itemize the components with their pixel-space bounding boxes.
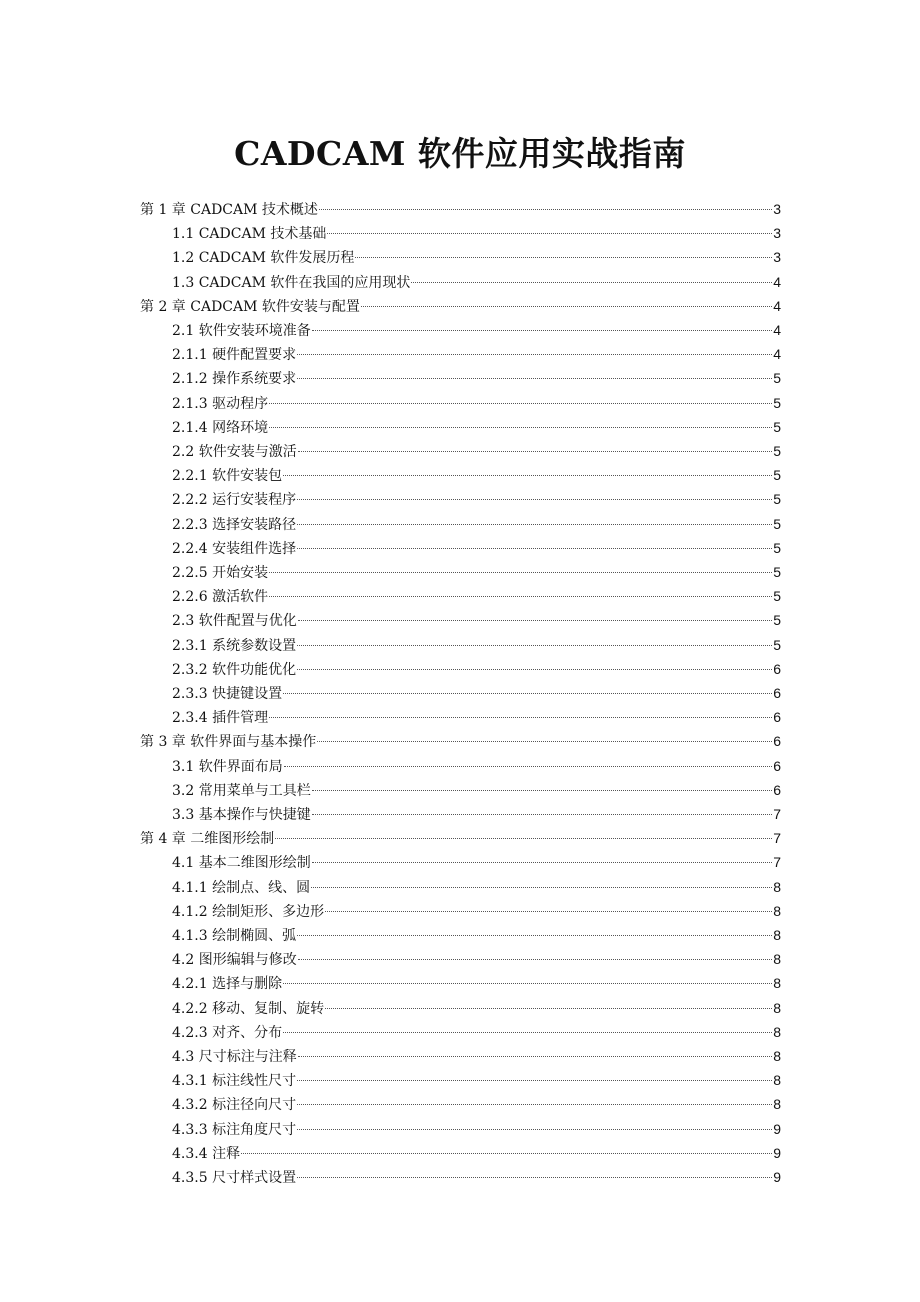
toc-entry-label: 2.3.1 系统参数设置 — [172, 637, 297, 654]
toc-entry-label: 2.2.3 选择安装路径 — [172, 516, 297, 533]
toc-page-number: 9 — [773, 1120, 781, 1137]
toc-entry-label: 第 4 章 二维图形绘制 — [140, 831, 275, 848]
toc-entry-label: 2.3.4 插件管理 — [172, 710, 269, 727]
toc-page-number: 5 — [773, 394, 781, 411]
toc-dot-leader — [298, 958, 772, 960]
toc-dot-leader — [297, 644, 772, 646]
toc-entry-label: 3.2 常用菜单与工具栏 — [172, 782, 311, 799]
toc-page-number: 6 — [773, 757, 781, 774]
toc-page-number: 7 — [773, 830, 781, 847]
toc-section-entry[interactable] — [172, 1020, 781, 1044]
toc-page-number: 4 — [773, 273, 781, 290]
toc-dot-leader — [361, 305, 772, 307]
toc-entry-label: 4.1.1 绘制点、线、圆 — [172, 879, 311, 896]
toc-dot-leader — [297, 353, 772, 355]
toc-section-entry[interactable] — [172, 342, 781, 366]
toc-section-entry[interactable] — [172, 366, 781, 390]
toc-dot-leader — [269, 402, 772, 404]
toc-chapter-entry[interactable] — [140, 729, 781, 753]
toc-section-entry[interactable] — [172, 1117, 781, 1141]
toc-dot-leader — [297, 1128, 772, 1130]
toc-entry-label: 3.3 基本操作与快捷键 — [172, 807, 311, 823]
toc-section-entry[interactable] — [172, 754, 781, 778]
toc-page-number: 5 — [773, 467, 781, 484]
toc-section-entry[interactable] — [172, 705, 781, 729]
toc-entry-label: 2.3.2 软件功能优化 — [172, 661, 297, 678]
toc-entry-label: 4.2.2 移动、复制、旋转 — [172, 1000, 325, 1017]
toc-entry-label: 4.3.5 尺寸样式设置 — [172, 1170, 297, 1186]
toc-page-number: 5 — [773, 370, 781, 387]
toc-entry-label: 第 1 章 CADCAM 技术概述 — [140, 202, 318, 218]
toc-section-entry[interactable] — [172, 463, 781, 487]
toc-dot-leader — [269, 426, 772, 428]
toc-page-number: 7 — [773, 854, 781, 871]
toc-section-entry[interactable] — [172, 318, 781, 342]
toc-page-number: 5 — [773, 539, 781, 556]
toc-dot-leader — [312, 813, 772, 815]
toc-entry-label: 4.2.1 选择与删除 — [172, 976, 283, 993]
toc-page-number: 5 — [773, 491, 781, 508]
toc-dot-leader — [327, 232, 772, 234]
toc-page-number: 8 — [773, 975, 781, 992]
toc-entry-label: 2.1 软件安装环境准备 — [172, 323, 311, 339]
toc-entry-label: 2.1.1 硬件配置要求 — [172, 347, 297, 364]
toc-page-number: 6 — [773, 709, 781, 726]
toc-chapter-entry[interactable] — [140, 197, 781, 221]
toc-dot-leader — [325, 1007, 772, 1009]
toc-entry-label: 4.3.4 注释 — [172, 1145, 241, 1162]
toc-page-number: 6 — [773, 685, 781, 701]
toc-entry-label: 2.3 软件配置与优化 — [172, 613, 297, 630]
toc-section-entry[interactable] — [172, 487, 781, 511]
toc-page-number: 9 — [773, 1169, 781, 1185]
toc-section-entry[interactable] — [172, 221, 781, 245]
toc-dot-leader — [311, 886, 772, 888]
toc-page-number: 4 — [773, 297, 781, 314]
toc-section-entry[interactable] — [172, 439, 781, 463]
toc-dot-leader — [269, 595, 772, 597]
toc-page-number: 5 — [773, 443, 781, 459]
toc-dot-leader — [275, 837, 772, 839]
toc-page-number: 8 — [773, 1096, 781, 1113]
toc-page-number: 5 — [773, 612, 781, 629]
toc-page-number: 8 — [773, 927, 781, 943]
toc-section-entry[interactable] — [172, 270, 781, 294]
toc-entry-label: 4.3.3 标注角度尺寸 — [172, 1121, 297, 1138]
toc-entry-label: 4.1.2 绘制矩形、多边形 — [172, 903, 325, 920]
toc-dot-leader — [355, 256, 772, 258]
toc-section-entry[interactable] — [172, 415, 781, 439]
toc-entry-label: 2.2.2 运行安装程序 — [172, 492, 297, 509]
toc-dot-leader — [312, 861, 772, 863]
toc-chapter-entry[interactable] — [140, 826, 781, 850]
toc-page-number: 6 — [773, 660, 781, 677]
toc-section-entry[interactable] — [172, 681, 781, 705]
toc-section-entry[interactable] — [172, 560, 781, 584]
toc-dot-leader — [297, 1176, 772, 1178]
toc-section-entry[interactable] — [172, 391, 781, 415]
toc-entry-label: 1.2 CADCAM 软件发展历程 — [172, 250, 355, 267]
toc-dot-leader — [298, 619, 772, 621]
toc-section-entry[interactable] — [172, 1165, 781, 1189]
toc-page-number: 8 — [773, 1072, 781, 1089]
toc-dot-leader — [297, 498, 772, 500]
toc-section-entry[interactable] — [172, 850, 781, 874]
toc-section-entry[interactable] — [172, 923, 781, 947]
toc-entry-label: 2.1.2 操作系统要求 — [172, 371, 297, 388]
toc-dot-leader — [297, 934, 772, 936]
toc-entry-label: 4.3 尺寸标注与注释 — [172, 1049, 297, 1065]
toc-page-number: 5 — [773, 564, 781, 580]
toc-section-entry[interactable] — [172, 1044, 781, 1068]
toc-page-number: 8 — [773, 951, 781, 968]
toc-page-number: 8 — [773, 1023, 781, 1040]
toc-entry-label: 1.3 CADCAM 软件在我国的应用现状 — [172, 274, 411, 291]
toc-section-entry[interactable] — [172, 1092, 781, 1116]
toc-dot-leader — [297, 1079, 772, 1081]
toc-section-entry[interactable] — [172, 971, 781, 995]
toc-dot-leader — [319, 208, 772, 210]
toc-page-number: 3 — [773, 225, 781, 242]
toc-entry-label: 4.2 图形编辑与修改 — [172, 952, 297, 969]
toc-section-entry[interactable] — [172, 899, 781, 923]
toc-section-entry[interactable] — [172, 996, 781, 1020]
toc-page-number: 5 — [773, 636, 781, 653]
toc-section-entry[interactable] — [172, 512, 781, 536]
toc-entry-label: 2.3.3 快捷键设置 — [172, 686, 283, 702]
toc-entry-label: 4.3.2 标注径向尺寸 — [172, 1097, 297, 1114]
toc-section-entry[interactable] — [172, 1141, 781, 1165]
toc-section-entry[interactable] — [172, 1068, 781, 1092]
toc-dot-leader — [241, 1152, 772, 1154]
toc-entry-label: 2.2 软件安装与激活 — [172, 444, 297, 460]
toc-page-number: 4 — [773, 322, 781, 338]
toc-entry-label: 4.1.3 绘制椭圆、弧 — [172, 928, 297, 944]
toc-entry-label: 3.1 软件界面布局 — [172, 758, 283, 775]
toc-dot-leader — [298, 1055, 772, 1057]
toc-page-number: 8 — [773, 999, 781, 1016]
toc-entry-label: 2.2.5 开始安装 — [172, 565, 269, 581]
toc-entry-label: 1.1 CADCAM 技术基础 — [172, 226, 327, 243]
toc-section-entry[interactable] — [172, 245, 781, 269]
toc-section-entry[interactable] — [172, 536, 781, 560]
toc-entry-label: 4.2.3 对齐、分布 — [172, 1024, 283, 1041]
toc-dot-leader — [283, 692, 772, 694]
toc-section-entry[interactable] — [172, 875, 781, 899]
toc-dot-leader — [297, 1103, 772, 1105]
toc-entry-label: 2.1.4 网络环境 — [172, 419, 269, 436]
toc-dot-leader — [312, 329, 772, 331]
toc-section-entry[interactable] — [172, 584, 781, 608]
toc-dot-leader — [297, 668, 772, 670]
toc-page-number: 8 — [773, 878, 781, 895]
toc-page-number: 6 — [773, 733, 781, 750]
toc-page-number: 5 — [773, 418, 781, 435]
toc-dot-leader — [297, 547, 772, 549]
toc-entry-label: 2.2.1 软件安装包 — [172, 468, 283, 485]
toc-section-entry[interactable] — [172, 633, 781, 657]
toc-dot-leader — [283, 982, 772, 984]
toc-page-number: 8 — [773, 1048, 781, 1064]
toc-section-entry[interactable] — [172, 778, 781, 802]
toc-dot-leader — [284, 765, 772, 767]
toc-entry-label: 2.1.3 驱动程序 — [172, 395, 269, 412]
toc-dot-leader — [283, 474, 772, 476]
toc-page-number: 7 — [773, 806, 781, 822]
toc-dot-leader — [325, 910, 772, 912]
toc-dot-leader — [297, 523, 772, 525]
toc-dot-leader — [269, 571, 772, 573]
toc-dot-leader — [283, 1031, 772, 1033]
toc-chapter-entry[interactable] — [140, 294, 781, 318]
toc-dot-leader — [411, 281, 772, 283]
toc-page-number: 8 — [773, 902, 781, 919]
toc-page-number: 3 — [773, 249, 781, 266]
toc-dot-leader — [312, 789, 772, 791]
toc-entry-label: 2.2.6 激活软件 — [172, 589, 269, 606]
toc-entry-label: 2.2.4 安装组件选择 — [172, 540, 297, 557]
toc-dot-leader — [269, 716, 772, 718]
toc-section-entry[interactable] — [172, 657, 781, 681]
toc-section-entry[interactable] — [172, 947, 781, 971]
toc-dot-leader — [298, 450, 772, 452]
toc-page-number: 5 — [773, 515, 781, 532]
toc-page-number: 6 — [773, 781, 781, 798]
toc-entry-label: 第 2 章 CADCAM 软件安装与配置 — [140, 298, 360, 315]
toc-page-number: 9 — [773, 1144, 781, 1161]
toc-page-number: 3 — [773, 201, 781, 217]
toc-section-entry[interactable] — [172, 802, 781, 826]
toc-page-number: 5 — [773, 588, 781, 605]
toc-entry-label: 第 3 章 软件界面与基本操作 — [140, 734, 317, 751]
toc-entry-label: 4.1 基本二维图形绘制 — [172, 855, 311, 872]
toc-page-number: 4 — [773, 346, 781, 363]
toc-dot-leader — [297, 377, 772, 379]
toc-entry-label: 4.3.1 标注线性尺寸 — [172, 1073, 297, 1090]
toc-dot-leader — [317, 740, 772, 742]
document-title: CADCAM 软件应用实战指南 — [234, 134, 686, 173]
toc-section-entry[interactable] — [172, 608, 781, 632]
